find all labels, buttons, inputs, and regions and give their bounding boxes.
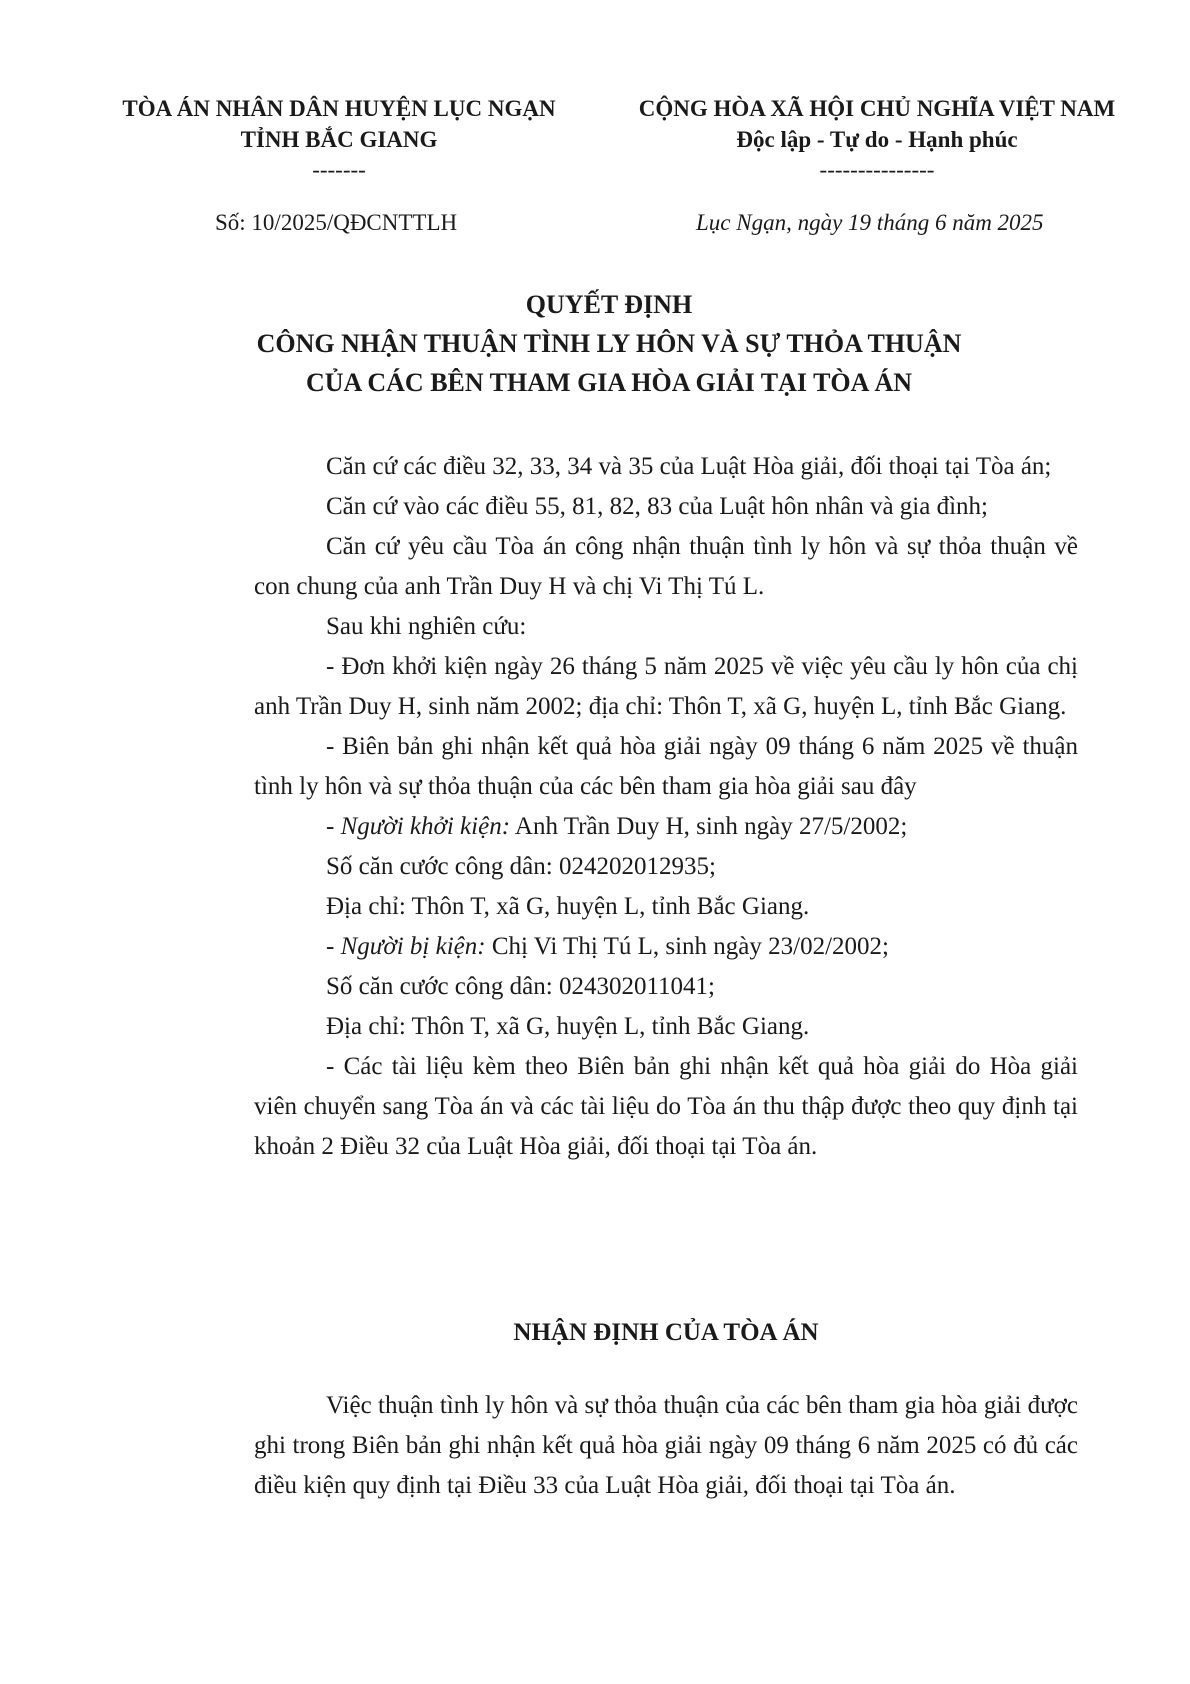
court-name: TÒA ÁN NHÂN DÂN HUYỆN LỤC NGẠN (122, 96, 556, 121)
defendant-value: Chị Vi Thị Tú L, sinh ngày 23/02/2002; (485, 933, 889, 960)
nation-name: CỘNG HÒA XÃ HỘI CHỦ NGHĨA VIỆT NAM (638, 96, 1116, 121)
basis-paragraph-1: Căn cứ các điều 32, 33, 34 và 35 của Luật Hòa giải, đối thoại tại Tòa án; (326, 453, 1052, 480)
plaintiff-id: Số căn cước công dân: 024202012935; (326, 853, 716, 880)
plaintiff-label: - Người khởi kiện: (326, 813, 511, 840)
decision-title (150, 285, 1068, 402)
nation-header (604, 93, 1150, 183)
court-divider: ------- (312, 157, 366, 182)
court-province: TỈNH BẮC GIANG (240, 127, 438, 152)
attachments-paragraph: - Các tài liệu kèm theo Biên bản ghi nhận kết quả hòa giải do Hòa giải viên chuyển sang Tòa án và các tài liệu do Tòa án thu thập được theo quy định tại khoản 2 Điều 32 của Luật Hòa giải, đối thoại tại Tòa án. (254, 1053, 1078, 1160)
mediation-record-paragraph: - Biên bản ghi nhận kết quả hòa giải ngày 09 tháng 6 năm 2025 về thuận tình ly hôn và sự thỏa thuận của các bên tham gia hòa giải sau đây (254, 733, 1078, 800)
findings-paragraph-1: Việc thuận tình ly hôn và sự thỏa thuận của các bên tham gia hòa giải được ghi trong Biên bản ghi nhận kết quả hòa giải ngày 09 tháng 6 năm 2025 có đủ các điều kiện quy định tại Điều 33 của Luật Hòa giải, đối thoại tại Tòa án. (254, 1392, 1078, 1499)
defendant-line (254, 927, 1078, 967)
place-date: Lục Ngạn, ngày 19 tháng 6 năm 2025 (696, 210, 1044, 235)
plaintiff-address: Địa chỉ: Thôn T, xã G, huyện L, tỉnh Bắc Giang. (326, 893, 810, 920)
petition-paragraph: - Đơn khởi kiện ngày 26 tháng 5 năm 2025 về việc yêu cầu ly hôn của chị anh Trần Duy H, sinh năm 2002; địa chỉ: Thôn T, xã G, huyện L, tỉnh Bắc Giang. (254, 653, 1078, 720)
research-intro: Sau khi nghiên cứu: (326, 613, 527, 640)
court-header (84, 93, 594, 183)
nation-divider: --------------- (819, 157, 935, 182)
nation-motto: Độc lập - Tự do - Hạnh phúc (736, 127, 1018, 152)
basis-paragraph-2: Căn cứ vào các điều 55, 81, 82, 83 của Luật hôn nhân và gia đình; (326, 493, 988, 520)
title-line-2: CÔNG NHẬN THUẬN TÌNH LY HÔN VÀ SỰ THỎA THUẬN (256, 329, 962, 358)
decision-number: Số: 10/2025/QĐCNTTLH (215, 210, 458, 235)
court-findings-heading: NHẬN ĐỊNH CỦA TÒA ÁN (513, 1319, 819, 1346)
title-line-1: QUYẾT ĐỊNH (525, 290, 693, 319)
defendant-address: Địa chỉ: Thôn T, xã G, huyện L, tỉnh Bắc Giang. (326, 1013, 810, 1040)
plaintiff-line (254, 807, 1078, 847)
plaintiff-value: Anh Trần Duy H, sinh ngày 27/5/2002; (510, 813, 908, 840)
defendant-id: Số căn cước công dân: 024302011041; (326, 973, 715, 1000)
basis-paragraph-3: Căn cứ yêu cầu Tòa án công nhận thuận tình ly hôn và sự thỏa thuận về con chung của anh Trần Duy H và chị Vi Thị Tú L. (254, 533, 1078, 600)
decision-body (254, 447, 1078, 1167)
defendant-label: - Người bị kiện: (326, 933, 486, 960)
court-findings-body (254, 1386, 1078, 1506)
title-line-3: CỦA CÁC BÊN THAM GIA HÒA GIẢI TẠI TÒA ÁN (305, 368, 913, 397)
